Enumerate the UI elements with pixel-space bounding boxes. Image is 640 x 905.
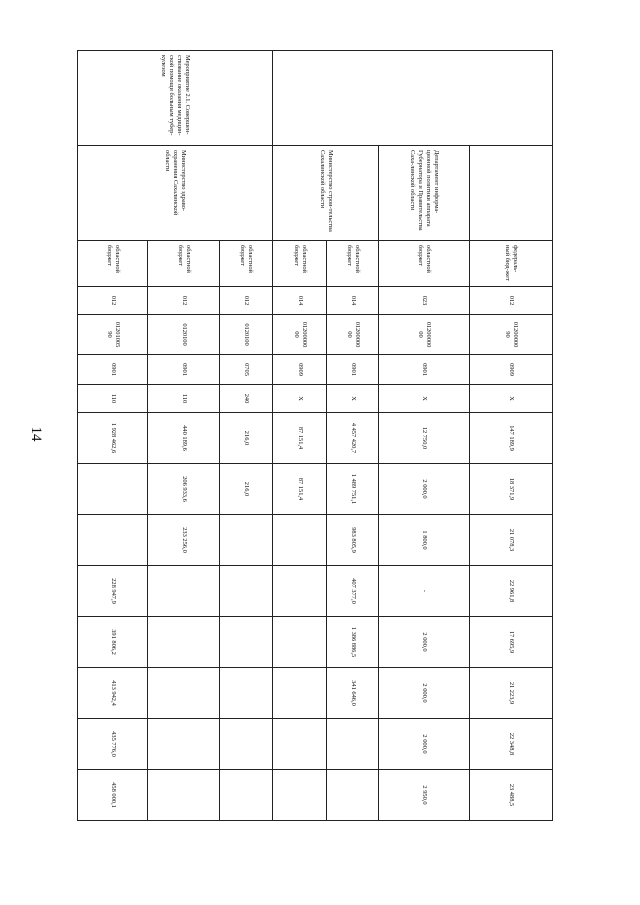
source-cell: областной бюджет [273, 241, 326, 287]
value-cell: 391 806,2 [78, 617, 148, 668]
source-cell: областной бюджет [326, 241, 378, 287]
table-frame [77, 50, 553, 821]
code-grbs-cell: 012 [220, 287, 273, 315]
code-vr-cell: 240 [220, 385, 273, 413]
table-row [326, 51, 378, 821]
value-cell: 2 000,0 [379, 719, 470, 770]
value-cell: 21 078,3 [470, 515, 553, 566]
executor-cell: Департамент информа-ционной политики аппарата Губернатора и Правительства Саха-линской области [379, 146, 470, 241]
code-csr-cell: 01200000 00 [326, 315, 378, 355]
value-cell [273, 770, 326, 821]
value-cell [78, 515, 148, 566]
value-cell: 1 386 886,5 [326, 617, 378, 668]
value-cell: 1 489 751,1 [326, 464, 378, 515]
code-vr-cell: X [326, 385, 378, 413]
code-rzpr-cell: 0909 [470, 355, 553, 385]
executor-cell: Министерство здраво-охранения Сахалинской области [78, 146, 273, 241]
value-cell: 341 646,0 [326, 668, 378, 719]
code-rzpr-cell: 0705 [220, 355, 273, 385]
value-cell: 2 000,0 [379, 668, 470, 719]
value-cell [220, 770, 273, 821]
value-cell [273, 719, 326, 770]
value-cell: 1 800,0 [379, 515, 470, 566]
value-cell: 2 000,0 [379, 617, 470, 668]
value-cell: 413 942,4 [78, 668, 148, 719]
value-cell: 23 488,5 [470, 770, 553, 821]
value-cell: 983 805,9 [326, 515, 378, 566]
source-cell: областной бюджет [148, 241, 220, 287]
code-rzpr-cell: 0901 [78, 355, 148, 385]
executor-cell: Министерство строи-тельства Сахалинской области [273, 146, 379, 241]
value-cell [220, 719, 273, 770]
source-cell: федераль-ный бюд-жет [470, 241, 553, 287]
value-cell: 17 695,9 [470, 617, 553, 668]
value-cell: 147 189,9 [470, 413, 553, 464]
code-vr-cell: 110 [148, 385, 220, 413]
code-csr-cell: 01200000 00 [273, 315, 326, 355]
source-cell: областной бюджет [220, 241, 273, 287]
value-cell [273, 617, 326, 668]
source-cell: областной бюджет [379, 241, 470, 287]
code-grbs-cell: 014 [326, 287, 378, 315]
value-cell [273, 668, 326, 719]
value-cell [220, 566, 273, 617]
value-cell: 458 000,1 [78, 770, 148, 821]
table-row [470, 51, 553, 821]
value-cell [326, 719, 378, 770]
code-rzpr-cell: 0901 [326, 355, 378, 385]
value-cell: 12 750,0 [379, 413, 470, 464]
measure-cell [273, 51, 553, 146]
code-grbs-cell: 023 [379, 287, 470, 315]
value-cell: 4 457 420,7 [326, 413, 378, 464]
value-cell: 22 961,8 [470, 566, 553, 617]
value-cell: 87 151,4 [273, 464, 326, 515]
code-vr-cell: X [379, 385, 470, 413]
value-cell: 233 256,0 [148, 515, 220, 566]
value-cell: 228 947,9 [78, 566, 148, 617]
code-csr-cell: 0120100 [220, 315, 273, 355]
value-cell: 87 151,4 [273, 413, 326, 464]
code-grbs-cell: 012 [148, 287, 220, 315]
code-vr-cell: X [273, 385, 326, 413]
value-cell [220, 617, 273, 668]
source-cell: областной бюджет [78, 241, 148, 287]
value-cell [273, 515, 326, 566]
value-cell: 435 776,0 [78, 719, 148, 770]
page-number: 14 [28, 426, 44, 442]
value-cell: 21 223,9 [470, 668, 553, 719]
code-grbs-cell: 012 [78, 287, 148, 315]
table-row [379, 51, 470, 821]
value-cell: 216,0 [220, 413, 273, 464]
value-cell: 22 348,8 [470, 719, 553, 770]
value-cell: 407 377,0 [326, 566, 378, 617]
value-cell [220, 515, 273, 566]
code-grbs-cell: 014 [273, 287, 326, 315]
code-grbs-cell: 012 [470, 287, 553, 315]
value-cell [273, 566, 326, 617]
rotated-table-wrapper [77, 50, 553, 821]
value-cell [78, 464, 148, 515]
value-cell: - [379, 566, 470, 617]
value-cell: 216,0 [220, 464, 273, 515]
table-row [220, 51, 273, 821]
value-cell [148, 719, 220, 770]
value-cell: 18 371,9 [470, 464, 553, 515]
funding-table [77, 50, 553, 821]
code-rzpr-cell: 0909 [273, 355, 326, 385]
executor-cell [470, 146, 553, 241]
value-cell: 2 000,0 [379, 464, 470, 515]
value-cell: 440 189,6 [148, 413, 220, 464]
value-cell [326, 770, 378, 821]
code-csr-cell: 01200000 90 [470, 315, 553, 355]
code-vr-cell: X [470, 385, 553, 413]
value-cell: 2 950,0 [379, 770, 470, 821]
measure-cell: Мероприятие 2.1. Совершен-ствование оказания медицин-ской помощи больным тубер-кулезом [78, 51, 273, 146]
code-vr-cell: 110 [78, 385, 148, 413]
code-rzpr-cell: 0901 [379, 355, 470, 385]
code-csr-cell: 01201005 90 [78, 315, 148, 355]
code-csr-cell: 01200000 00 [379, 315, 470, 355]
value-cell [148, 668, 220, 719]
value-cell: 1 928 462,6 [78, 413, 148, 464]
value-cell [148, 566, 220, 617]
code-csr-cell: 0120100 [148, 315, 220, 355]
value-cell [148, 617, 220, 668]
code-rzpr-cell: 0901 [148, 355, 220, 385]
value-cell [220, 668, 273, 719]
value-cell: 206 933,6 [148, 464, 220, 515]
value-cell [148, 770, 220, 821]
